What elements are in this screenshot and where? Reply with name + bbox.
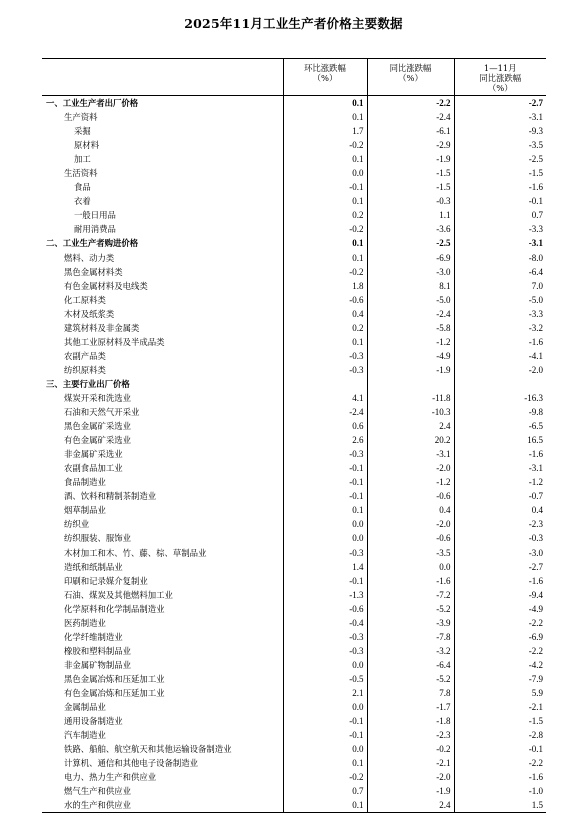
table-row	[42, 728, 546, 742]
header-mom-unit: （%）	[312, 73, 338, 83]
mom-value: -0.5	[283, 672, 367, 686]
row-label: 石油、煤炭及其他燃料加工业	[64, 589, 173, 600]
mom-value: 2.6	[283, 433, 367, 447]
row-label: 煤炭开采和洗选业	[64, 392, 131, 403]
row-label: 一、工业生产者出厂价格	[46, 98, 139, 108]
ytd-value: -2.2	[454, 644, 546, 658]
yoy-value: -1.6	[367, 574, 454, 588]
ytd-value: -6.4	[454, 265, 546, 279]
yoy-value: 8.1	[367, 279, 454, 293]
ytd-value: -1.6	[454, 180, 546, 194]
yoy-value: -0.6	[367, 489, 454, 503]
ytd-value: -2.5	[454, 152, 546, 166]
row-label: 纺织原料类	[64, 364, 106, 375]
ytd-value: -2.0	[454, 363, 546, 377]
table-row	[42, 236, 546, 250]
table-row	[42, 531, 546, 545]
mom-value: 0.1	[283, 194, 367, 208]
table-row	[42, 265, 546, 279]
table-row	[42, 602, 546, 616]
row-label: 化学纤维制造业	[64, 631, 123, 642]
mom-value: 4.1	[283, 391, 367, 405]
mom-value: -0.3	[283, 447, 367, 461]
ytd-value: 1.5	[454, 798, 546, 813]
header-mom-label: 环比涨跌幅	[304, 63, 346, 73]
yoy-value: -5.2	[367, 672, 454, 686]
ytd-value: -5.0	[454, 293, 546, 307]
mom-value	[283, 377, 367, 391]
row-label: 一般日用品	[74, 210, 116, 221]
mom-value: -0.3	[283, 349, 367, 363]
yoy-value: 0.0	[367, 560, 454, 574]
table-row	[42, 672, 546, 686]
row-label: 汽车制造业	[64, 730, 106, 741]
yoy-value: -1.2	[367, 475, 454, 489]
ytd-value: -4.1	[454, 349, 546, 363]
row-label: 其他工业原材料及半成品类	[64, 336, 165, 347]
mom-value: -0.2	[283, 222, 367, 236]
ytd-value: -16.3	[454, 391, 546, 405]
header-yoy-unit: （%）	[398, 73, 423, 83]
table-row	[42, 517, 546, 531]
row-label: 造纸和纸制品业	[64, 561, 123, 572]
row-label: 生活资料	[64, 168, 98, 179]
row-label: 木材及纸浆类	[64, 308, 115, 319]
mom-value: 2.1	[283, 686, 367, 700]
yoy-value: 7.8	[367, 686, 454, 700]
row-label: 电力、热力生产和供应业	[64, 772, 157, 783]
yoy-value: -1.8	[367, 714, 454, 728]
header-ytd-label: 同比涨跌幅	[479, 73, 522, 83]
yoy-value: 1.1	[367, 208, 454, 222]
yoy-value: -0.6	[367, 531, 454, 545]
ytd-value: -0.1	[454, 194, 546, 208]
yoy-value: -4.9	[367, 349, 454, 363]
ytd-value: -0.7	[454, 489, 546, 503]
yoy-value: -3.0	[367, 265, 454, 279]
yoy-value: -1.5	[367, 166, 454, 180]
table-row	[42, 349, 546, 363]
table-row	[42, 222, 546, 236]
mom-value: -0.1	[283, 475, 367, 489]
mom-value: 0.6	[283, 419, 367, 433]
mom-value: -0.1	[283, 574, 367, 588]
row-label: 加工	[74, 154, 91, 165]
yoy-value: -3.5	[367, 546, 454, 560]
row-label: 建筑材料及非金属类	[64, 322, 140, 333]
ytd-value: -1.5	[454, 714, 546, 728]
yoy-value: -6.9	[367, 251, 454, 265]
row-label: 燃气生产和供应业	[64, 786, 131, 797]
table-row	[42, 770, 546, 784]
mom-value: 0.1	[283, 798, 367, 813]
yoy-value: 0.4	[367, 503, 454, 517]
yoy-value: -2.0	[367, 461, 454, 475]
mom-value: 0.1	[283, 756, 367, 770]
row-label: 烟草制品业	[64, 505, 106, 516]
ytd-value: -4.9	[454, 602, 546, 616]
row-label: 金属制品业	[64, 702, 106, 713]
header-blank	[42, 59, 283, 96]
row-label: 衣着	[74, 196, 91, 207]
row-label: 食品	[74, 182, 91, 193]
mom-value: -0.6	[283, 293, 367, 307]
ytd-value: 5.9	[454, 686, 546, 700]
table-row	[42, 546, 546, 560]
table-row	[42, 798, 546, 813]
yoy-value: -3.6	[367, 222, 454, 236]
table-row	[42, 433, 546, 447]
yoy-value: -6.1	[367, 124, 454, 138]
table-row	[42, 391, 546, 405]
row-label: 石油和天然气开采业	[64, 407, 140, 418]
row-label: 水的生产和供应业	[42, 798, 283, 813]
ytd-value: -3.3	[454, 307, 546, 321]
row-label: 原材料	[74, 140, 100, 151]
table-row	[42, 180, 546, 194]
mom-value: -0.2	[283, 265, 367, 279]
table-row	[42, 503, 546, 517]
ytd-value: -4.2	[454, 658, 546, 672]
mom-value: 0.0	[283, 700, 367, 714]
table-row	[42, 447, 546, 461]
ytd-value: -7.9	[454, 672, 546, 686]
mom-value: -0.3	[283, 644, 367, 658]
table-row	[42, 405, 546, 419]
row-label: 印刷和记录媒介复制业	[64, 575, 148, 586]
ytd-value: -1.5	[454, 166, 546, 180]
header-yoy	[367, 59, 454, 96]
row-label: 燃料、动力类	[64, 252, 115, 263]
table-row	[42, 588, 546, 602]
ytd-value: -2.3	[454, 517, 546, 531]
mom-value: 0.4	[283, 307, 367, 321]
mom-value: -0.1	[283, 489, 367, 503]
ytd-value: -1.6	[454, 447, 546, 461]
table-row	[42, 616, 546, 630]
mom-value: -0.1	[283, 728, 367, 742]
row-label: 通用设备制造业	[64, 716, 123, 727]
ytd-value: -1.0	[454, 784, 546, 798]
yoy-value: -2.0	[367, 770, 454, 784]
table-row	[42, 700, 546, 714]
yoy-value: -3.1	[367, 447, 454, 461]
row-label: 二、工业生产者购进价格	[46, 238, 139, 249]
yoy-value: -1.9	[367, 152, 454, 166]
header-ytd-period: 1—11月	[483, 63, 517, 73]
mom-value: 0.2	[283, 208, 367, 222]
mom-value: -0.2	[283, 770, 367, 784]
mom-value: -2.4	[283, 405, 367, 419]
mom-value: -1.3	[283, 588, 367, 602]
mom-value: 0.1	[283, 251, 367, 265]
mom-value: 0.1	[283, 236, 367, 250]
yoy-value: -5.2	[367, 602, 454, 616]
row-label: 铁路、船舶、航空航天和其他运输设备制造业	[64, 744, 232, 755]
row-label: 生产资料	[64, 112, 98, 123]
row-label: 木材加工和木、竹、藤、棕、草制品业	[64, 547, 207, 558]
row-label: 食品制造业	[64, 477, 106, 488]
ytd-value: -1.6	[454, 770, 546, 784]
ytd-value: -3.0	[454, 546, 546, 560]
yoy-value: -2.3	[367, 728, 454, 742]
ytd-value: -2.8	[454, 728, 546, 742]
mom-value: 0.1	[283, 503, 367, 517]
mom-value: 1.8	[283, 279, 367, 293]
ytd-value	[454, 377, 546, 391]
yoy-value: -2.4	[367, 307, 454, 321]
yoy-value	[367, 377, 454, 391]
table-row	[42, 293, 546, 307]
table-row	[42, 307, 546, 321]
table-row	[42, 630, 546, 644]
row-label: 农副食品加工业	[64, 463, 123, 474]
table-row	[42, 756, 546, 770]
yoy-value: -5.8	[367, 321, 454, 335]
yoy-value: -0.2	[367, 742, 454, 756]
table-row	[42, 658, 546, 672]
ytd-value: -8.0	[454, 251, 546, 265]
table-row	[42, 461, 546, 475]
yoy-value: 2.4	[367, 419, 454, 433]
ytd-value: -3.2	[454, 321, 546, 335]
price-data-table	[42, 58, 546, 813]
yoy-value: -0.3	[367, 194, 454, 208]
mom-value: 0.2	[283, 321, 367, 335]
row-label: 计算机、通信和其他电子设备制造业	[64, 758, 198, 769]
mom-value: 0.0	[283, 658, 367, 672]
yoy-value: -2.0	[367, 517, 454, 531]
row-label: 医药制造业	[64, 617, 106, 628]
yoy-value: -1.9	[367, 784, 454, 798]
ytd-value: 16.5	[454, 433, 546, 447]
table-row	[42, 335, 546, 349]
ytd-value: -3.1	[454, 110, 546, 124]
ytd-value: -0.3	[454, 531, 546, 545]
table-row	[42, 377, 546, 391]
mom-value: 0.7	[283, 784, 367, 798]
row-label: 纺织服装、服饰业	[64, 533, 131, 544]
ytd-value: -2.1	[454, 700, 546, 714]
row-label: 采掘	[74, 126, 91, 137]
ytd-value: -2.7	[454, 96, 546, 111]
table-row	[42, 96, 546, 111]
yoy-value: -6.4	[367, 658, 454, 672]
mom-value: 0.1	[283, 110, 367, 124]
row-label: 有色金属冶炼和压延加工业	[64, 687, 165, 698]
yoy-value: -11.8	[367, 391, 454, 405]
row-label: 三、主要行业出厂价格	[46, 378, 130, 389]
ytd-value: -2.2	[454, 756, 546, 770]
row-label: 纺织业	[64, 519, 90, 530]
mom-value: 0.1	[283, 152, 367, 166]
ytd-value: -9.3	[454, 124, 546, 138]
ytd-value: -1.6	[454, 335, 546, 349]
mom-value: 0.0	[283, 531, 367, 545]
yoy-value: -1.7	[367, 700, 454, 714]
header-ytd	[454, 59, 546, 96]
ytd-value: -0.1	[454, 742, 546, 756]
table-row	[42, 419, 546, 433]
table-row	[42, 686, 546, 700]
row-label: 非金属矿采选业	[64, 449, 123, 460]
mom-value: 0.1	[283, 96, 367, 111]
mom-value: -0.3	[283, 546, 367, 560]
table-row	[42, 489, 546, 503]
mom-value: -0.1	[283, 714, 367, 728]
page-title: 2025年11月工业生产者价格主要数据	[184, 16, 403, 31]
yoy-value: -1.2	[367, 335, 454, 349]
table-row	[42, 124, 546, 138]
ytd-value: 0.4	[454, 503, 546, 517]
ytd-value: -3.5	[454, 138, 546, 152]
ytd-value: -1.2	[454, 475, 546, 489]
row-label: 酒、饮料和精制茶制造业	[64, 491, 157, 502]
yoy-value: -7.8	[367, 630, 454, 644]
ytd-value: -3.1	[454, 461, 546, 475]
ytd-value: -9.4	[454, 588, 546, 602]
mom-value: -0.3	[283, 630, 367, 644]
ytd-value: 7.0	[454, 279, 546, 293]
mom-value: 0.0	[283, 517, 367, 531]
yoy-value: -1.5	[367, 180, 454, 194]
ytd-value: -3.3	[454, 222, 546, 236]
table-header-row	[42, 59, 546, 96]
mom-value: -0.1	[283, 461, 367, 475]
mom-value: 0.0	[283, 742, 367, 756]
mom-value: -0.6	[283, 602, 367, 616]
header-mom	[283, 59, 367, 96]
table-row	[42, 363, 546, 377]
yoy-value: -2.9	[367, 138, 454, 152]
table-row	[42, 742, 546, 756]
table-row	[42, 251, 546, 265]
row-label: 橡胶和塑料制品业	[64, 645, 131, 656]
ytd-value: -6.5	[454, 419, 546, 433]
ytd-value: 0.7	[454, 208, 546, 222]
mom-value: 1.7	[283, 124, 367, 138]
row-label: 非金属矿物制品业	[64, 659, 131, 670]
table-row	[42, 784, 546, 798]
yoy-value: -2.5	[367, 236, 454, 250]
table-row	[42, 560, 546, 574]
ytd-value: -6.9	[454, 630, 546, 644]
row-label: 耐用消费品	[74, 224, 116, 235]
mom-value: -0.2	[283, 138, 367, 152]
row-label: 黑色金属材料类	[64, 266, 123, 277]
table-row	[42, 110, 546, 124]
mom-value: -0.3	[283, 363, 367, 377]
table-row	[42, 152, 546, 166]
table-row	[42, 279, 546, 293]
yoy-value: -3.2	[367, 644, 454, 658]
header-ytd-unit: （%）	[487, 83, 513, 93]
ytd-value: -2.2	[454, 616, 546, 630]
ytd-value: -1.6	[454, 574, 546, 588]
mom-value: 0.0	[283, 166, 367, 180]
table-row	[42, 714, 546, 728]
table-row	[42, 644, 546, 658]
yoy-value: -2.4	[367, 110, 454, 124]
yoy-value: -2.2	[367, 96, 454, 111]
yoy-value: -1.9	[367, 363, 454, 377]
yoy-value: 2.4	[367, 798, 454, 813]
row-label: 黑色金属冶炼和压延加工业	[64, 673, 165, 684]
table-row	[42, 208, 546, 222]
table-row	[42, 166, 546, 180]
mom-value: -0.1	[283, 180, 367, 194]
row-label: 黑色金属矿采选业	[64, 421, 131, 432]
yoy-value: 20.2	[367, 433, 454, 447]
mom-value: -0.4	[283, 616, 367, 630]
yoy-value: -5.0	[367, 293, 454, 307]
table-row	[42, 475, 546, 489]
row-label: 有色金属矿采选业	[64, 435, 131, 446]
yoy-value: -10.3	[367, 405, 454, 419]
mom-value: 1.4	[283, 560, 367, 574]
yoy-value: -3.9	[367, 616, 454, 630]
header-yoy-label: 同比涨跌幅	[389, 63, 432, 73]
row-label: 化学原料和化学制品制造业	[64, 603, 165, 614]
table-row	[42, 138, 546, 152]
yoy-value: -2.1	[367, 756, 454, 770]
yoy-value: -7.2	[367, 588, 454, 602]
ytd-value: -9.8	[454, 405, 546, 419]
ytd-value: -2.7	[454, 560, 546, 574]
row-label: 化工原料类	[64, 294, 106, 305]
table-row	[42, 574, 546, 588]
row-label: 农副产品类	[64, 350, 106, 361]
table-row	[42, 194, 546, 208]
table-row	[42, 321, 546, 335]
row-label: 有色金属材料及电线类	[64, 280, 148, 291]
mom-value: 0.1	[283, 335, 367, 349]
ytd-value: -3.1	[454, 236, 546, 250]
